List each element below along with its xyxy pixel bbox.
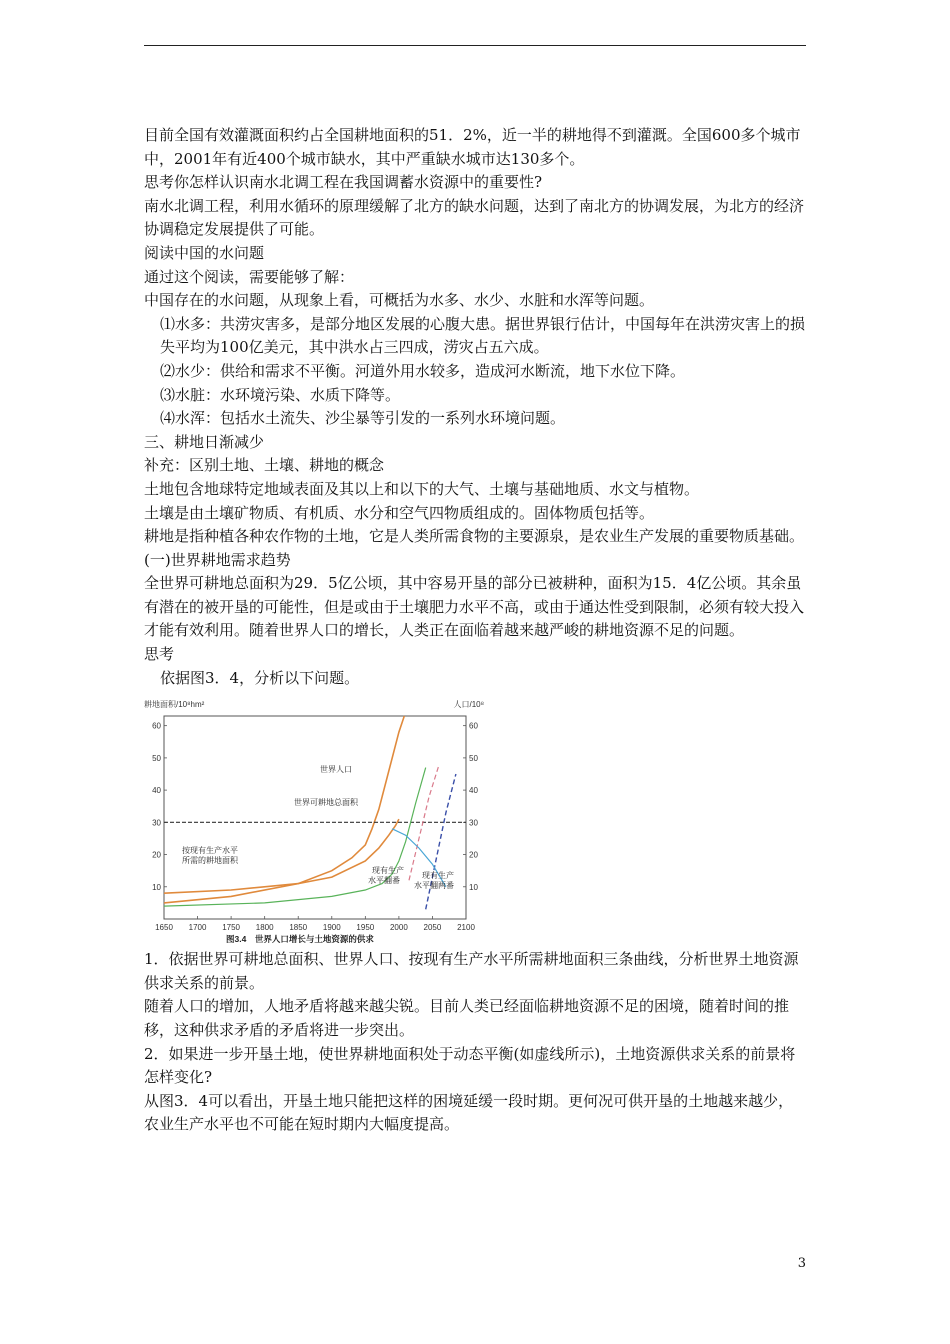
paragraph: 思考你怎样认识南水北调工程在我国调蓄水资源中的重要性? (144, 173, 543, 192)
paragraph: 目前全国有效灌溉面积约占全国耕地面积的51．2%，近一半的耕地得不到灌溉。全国600多个城市中，2001年有近400个城市缺水，其中严重缺水城市达130多个。 (144, 126, 801, 168)
header-rule (144, 45, 806, 46)
annotation-doubled-2: 水平翻番 (368, 876, 400, 886)
x-tick-label: 2050 (423, 923, 442, 933)
answer: 从图3．4可以看出，开垦土地只能把这样的困境延缓一段时期。更何况可供开垦的土地越来越少，农业生产水平也不可能在短时期内大幅度提高。 (144, 1091, 794, 1134)
y-right-axis-label: 人口/10⁸ (453, 700, 484, 710)
y-tick-label-left: 10 (152, 883, 161, 893)
x-tick-label: 2100 (457, 923, 475, 933)
annotation-required-land-2: 所需的耕地面积 (182, 856, 238, 866)
annotation-world-population: 世界人口 (320, 765, 352, 775)
list-item: ⑵水少：供给和需求不平衡。河道外用水较多，造成河水断流，地下水位下降。 (160, 361, 686, 380)
paragraph: 思考 (144, 645, 175, 664)
paragraph: 全世界可耕地总面积为29．5亿公顷，其中容易开垦的部分已被耕种，面积为15．4亿公顷。其余虽有潜在的被开垦的可能性，但是或由于土壤肥力水平不高，或由于通达性受到限制，必须有较大投入才能有效利用。随着世界人口的增长，人类正在面临着越来越严峻的耕地资源不足的问题。 (144, 574, 805, 640)
question: 1．依据世界可耕地总面积、世界人口、按现有生产水平所需耕地面积三条曲线，分析世界土地资源供求关系的前景。 (144, 950, 799, 992)
paragraph: 中国存在的水问题，从现象上看，可概括为水多、水少、水脏和水浑等问题。 (144, 291, 655, 310)
population-land-chart (144, 696, 484, 946)
paragraph: 南水北调工程，利用水循环的原理缓解了北方的缺水问题，达到了南北方的协调发展，为北方的经济协调稳定发展提供了可能。 (144, 196, 805, 239)
x-tick-label: 1900 (322, 923, 341, 933)
y-tick-label-right: 20 (469, 850, 478, 860)
y-tick-label-right: 50 (469, 754, 478, 764)
answer: 随着人口的增加，人地矛盾将越来越尖锐。目前人类已经面临耕地资源不足的困境，随着时间的推移，这种供求矛盾的矛盾将进一步突出。 (144, 997, 790, 1040)
paragraph: 阅读中国的水问题 (144, 243, 265, 262)
subsection-heading: (一)世界耕地需求趋势 (144, 550, 291, 569)
annotation-required-land-1: 按现有生产水平 (182, 846, 238, 856)
y-tick-label-right: 60 (469, 721, 478, 731)
section-heading: 三、耕地日渐减少 (144, 432, 265, 451)
x-tick-label: 1850 (289, 923, 308, 933)
annotation-quadrupled-2: 水平翻两番 (414, 881, 454, 891)
y-tick-label-left: 40 (152, 786, 161, 796)
y-tick-label-left: 50 (152, 754, 161, 764)
list-item: ⑷水浑：包括水土流失、沙尘暴等引发的一系列水环境问题。 (160, 409, 566, 428)
paragraph: 耕地是指种植各种农作物的土地，它是人类所需食物的主要源泉，是农业生产发展的重要物质基础。 (144, 527, 805, 546)
y-tick-label-left: 60 (152, 721, 161, 731)
question: 2．如果进一步开垦土地，使世界耕地面积处于动态平衡(如虚线所示)，土地资源供求关系的前景将怎样变化? (144, 1044, 796, 1087)
x-tick-label: 1800 (255, 923, 274, 933)
page-number: 3 (797, 1256, 806, 1271)
y-tick-label-right: 10 (469, 883, 478, 893)
x-tick-label: 1700 (188, 923, 207, 933)
list-item: ⑶水脏：水环境污染、水质下降等。 (160, 385, 401, 404)
paragraph: 补充：区别土地、土壤、耕地的概念 (144, 456, 385, 475)
x-tick-label: 1650 (155, 923, 173, 933)
paragraph: 土壤是由土壤矿物质、有机质、水分和空气四物质组成的。固体物质包括等。 (144, 503, 655, 522)
y-tick-label-right: 30 (469, 818, 478, 828)
figure-caption: 图3.4 世界人口增长与土地资源的供求 (226, 934, 374, 945)
annotation-doubled-1: 现有生产 (372, 866, 404, 876)
y-tick-label-left: 20 (152, 850, 161, 860)
annotation-total-arable-land: 世界可耕地总面积 (294, 798, 358, 808)
document-body (144, 124, 808, 1137)
annotation-quadrupled-1: 现有生产 (422, 871, 454, 881)
series-current-level (164, 768, 426, 907)
x-tick-label: 2000 (389, 923, 408, 933)
y-tick-label-right: 40 (469, 786, 478, 796)
series-world-population (164, 716, 404, 903)
x-tick-label: 1950 (356, 923, 375, 933)
y-left-axis-label: 耕地面积/10⁸hm² (144, 700, 205, 710)
list-item: ⑴水多：共涝灾害多，是部分地区发展的心腹大患。据世界银行估计，中国每年在洪涝灾害上的损失平均为100亿美元，其中洪水占三四成，涝灾占五六成。 (160, 314, 806, 357)
paragraph: 依据图3．4，分析以下问题。 (160, 668, 360, 687)
figure-3-4 (144, 696, 484, 946)
paragraph: 土地包含地球特定地域表面及其以上和以下的大气、土壤与基础地质、水文与植物。 (144, 479, 700, 498)
y-tick-label-left: 30 (152, 818, 161, 828)
x-tick-label: 1750 (222, 923, 241, 933)
paragraph: 通过这个阅读，需要能够了解： (144, 267, 355, 286)
